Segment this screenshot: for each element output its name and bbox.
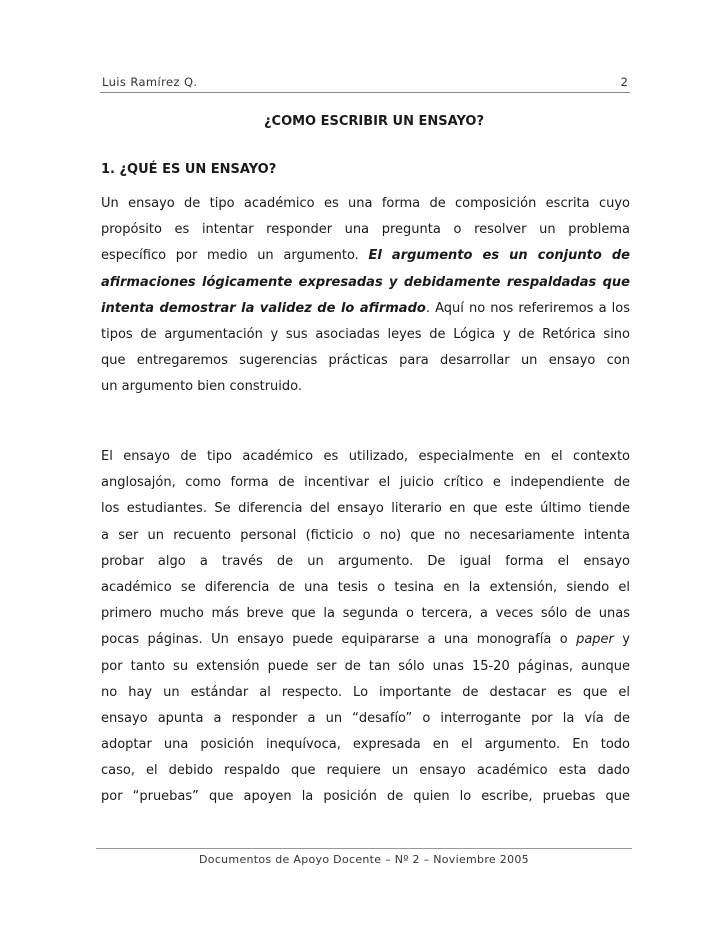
- page-footer: [96, 848, 632, 866]
- header-page-number: 2: [620, 75, 628, 89]
- paragraph-line: a ser un recuento personal (ficticio o no) que no necesariamente intenta: [101, 527, 630, 543]
- text-run: . Aquí no nos referiremos a los: [425, 300, 630, 316]
- paragraph-line: ensayo apunta a responder a un “desafío” o interrogante por la vía de: [101, 710, 630, 726]
- paragraph-line: que entregaremos sugerencias prácticas para desarrollar un ensayo con: [101, 353, 630, 369]
- paragraph-line: El ensayo de tipo académico es utilizado, especialmente en el contexto: [101, 449, 630, 464]
- paragraph-line: [101, 243, 630, 269]
- paragraph-line: [101, 296, 630, 322]
- paragraph-line: anglosajón, como forma de incentivar el juicio crítico e independiente de: [101, 475, 630, 491]
- paragraph-line-emphasis: afirmaciones lógicamente expresadas y debidamente respaldadas que: [101, 274, 630, 290]
- document-title: ¿COMO ESCRIBIR UN ENSAYO?: [263, 114, 484, 129]
- paragraph-line: un argumento bien construido.: [101, 379, 303, 395]
- footer-text: Documentos de Apoyo Docente – Nº 2 – Noviembre 2005: [199, 853, 529, 866]
- paragraph-2: [101, 444, 630, 811]
- paragraph-1: [101, 191, 630, 401]
- text-run: y: [613, 632, 631, 648]
- emphasis-text: El argumento es un conjunto de: [368, 248, 630, 264]
- paragraph-line: propósito es intentar responder una pregunta o resolver un problema: [101, 222, 630, 238]
- paragraph-line: los estudiantes. Se diferencia del ensayo literario en que este último tiende: [101, 501, 630, 517]
- text-run: específico por medio un argumento.: [101, 248, 369, 264]
- paragraph-line: por tanto su extensión puede ser de tan sólo unas 15-20 páginas, aunque: [101, 658, 630, 674]
- header-author: Luis Ramírez Q.: [102, 75, 198, 89]
- paragraph-line: probar algo a través de un argumento. De igual forma el ensayo: [101, 553, 630, 569]
- paragraph-line: primero mucho más breve que la segunda o tercera, a veces sólo de unas: [101, 606, 630, 622]
- emphasis-text: intenta demostrar la validez de lo afirmado: [101, 300, 426, 316]
- paragraph-line: tipos de argumentación y sus asociadas leyes de Lógica y de Retórica sino: [101, 326, 630, 342]
- page-header: [100, 72, 630, 93]
- paragraph-line: adoptar una posición inequívoca, expresada en el argumento. En todo: [101, 737, 630, 753]
- paragraph-line: Un ensayo de tipo académico es una forma de composición escrita cuyo: [101, 196, 630, 211]
- paragraph-line: no hay un estándar al respecto. Lo importante de destacar es que el: [101, 684, 630, 700]
- paragraph-line: [101, 627, 630, 653]
- italic-text: paper: [576, 632, 614, 648]
- section-heading: 1. ¿QUÉ ES UN ENSAYO?: [101, 162, 277, 177]
- paragraph-line: caso, el debido respaldo que requiere un ensayo académico esta dado: [101, 763, 630, 779]
- paragraph-line: académico se diferencia de una tesis o tesina en la extensión, siendo el: [101, 579, 630, 595]
- paragraph-line: por “pruebas” que apoyen la posición de quien lo escribe, pruebas que: [101, 789, 630, 805]
- text-run: pocas páginas. Un ensayo puede equipararse a una monografía o: [101, 632, 577, 648]
